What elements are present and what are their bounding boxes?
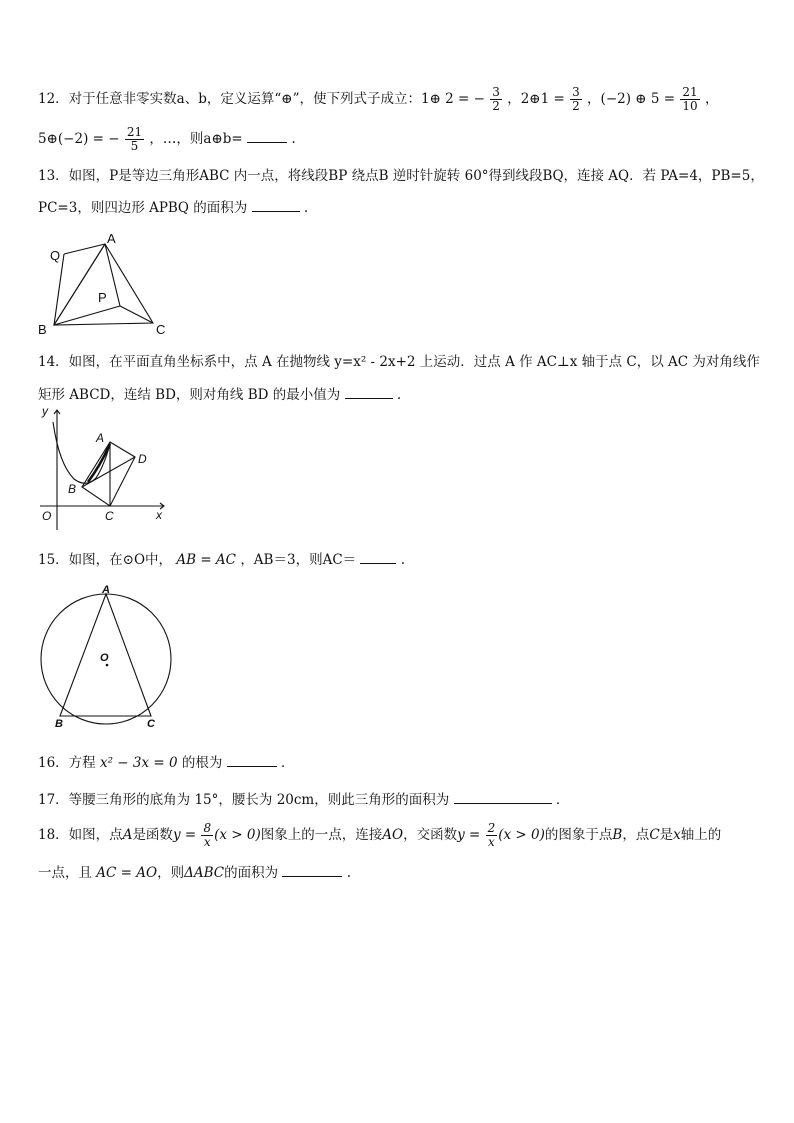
q13-figure bbox=[30, 228, 180, 338]
q14-line2: 矩形 ABCD，连结 BD，则对角线 BD 的最小值为 . bbox=[38, 384, 401, 405]
q16-text: 的根为 bbox=[181, 755, 223, 771]
q12-line1 bbox=[38, 86, 718, 113]
q18-text: 18．如图，点 bbox=[38, 827, 123, 843]
equation: x² − 3x = 0 bbox=[99, 755, 178, 771]
equation: AC = AO bbox=[96, 865, 158, 881]
label-c: C bbox=[105, 509, 114, 523]
fraction: $\frac{21}{10}$ bbox=[682, 85, 698, 113]
rectangle-abcd bbox=[82, 442, 135, 506]
label-o: O bbox=[42, 509, 52, 523]
q18-text: ，点 bbox=[622, 827, 650, 843]
q12-text: 12．对于任意非零实数a、b，定义运算“⊕”，使下列式子成立：1⊕ 2 = − bbox=[38, 91, 485, 107]
q16-line: 16．方程 x² − 3x = 0 的根为 ． bbox=[38, 752, 294, 773]
q18-line2: 一点，且 AC = AO，则ΔABC的面积为 . bbox=[38, 862, 351, 883]
q15-figure bbox=[38, 584, 178, 730]
label-p: P bbox=[98, 290, 107, 305]
q17-text: 17．等腰三角形的底角为 15°，腰长为 20cm，则此三角形的面积为 bbox=[38, 792, 450, 808]
label-a: A bbox=[102, 584, 110, 596]
answer-blank[interactable] bbox=[227, 752, 277, 767]
q13-line1: 13．如图，P是等边三角形ABC 内一点，将线段BP 绕点B 逆时针旋转 60°得到线段BQ，连接 AQ．若 PA=4，PB=5， bbox=[38, 168, 764, 184]
q18-text: ，交函数 bbox=[403, 827, 458, 843]
q12-text: ，…，则a⊕b= bbox=[149, 131, 243, 147]
answer-blank[interactable] bbox=[360, 549, 396, 564]
q18-text: 一点，且 bbox=[38, 865, 92, 881]
q12-text: ，(−2) ⊕ 5 = bbox=[587, 91, 676, 107]
label-y: y bbox=[42, 404, 48, 418]
q18-text: 是 bbox=[659, 827, 674, 843]
answer-blank[interactable] bbox=[345, 384, 393, 399]
q14-text: 矩形 ABCD，连结 BD，则对角线 BD 的最小值为 bbox=[38, 387, 341, 403]
answer-blank[interactable] bbox=[454, 789, 552, 804]
fraction: $\frac{3}{2}$ bbox=[492, 85, 500, 113]
fraction: $\frac{21}{5}$ bbox=[126, 125, 143, 153]
label-c: C bbox=[156, 322, 166, 337]
label-a: A bbox=[96, 431, 105, 445]
center-point bbox=[106, 664, 109, 667]
q15-line: 15．如图，在⊙O中， AB = AC ，AB＝3，则AC＝ . bbox=[38, 548, 405, 570]
arc-equality: AB = AC bbox=[176, 552, 237, 568]
label-q: Q bbox=[50, 248, 61, 263]
answer-blank[interactable] bbox=[252, 197, 300, 212]
label-c: C bbox=[147, 718, 155, 730]
q12-text: 5⊕(−2) = − bbox=[38, 131, 120, 147]
label-d: D bbox=[138, 452, 147, 466]
segment-qa bbox=[64, 244, 105, 254]
label-b: B bbox=[38, 322, 47, 337]
label-a: A bbox=[107, 231, 116, 246]
label-b: B bbox=[68, 482, 77, 496]
label-o: O bbox=[100, 652, 109, 664]
q12-text: ，2⊕1 = bbox=[507, 91, 565, 107]
q16-text: 16．方程 bbox=[38, 755, 96, 771]
fraction: $\frac{2}{x}$ bbox=[487, 821, 496, 849]
q13-line2: PC=3，则四边形 APBQ 的面积为 . bbox=[38, 197, 308, 218]
q18-text: 是函数 bbox=[132, 827, 173, 843]
q15-text: 15．如图，在⊙O中， bbox=[38, 552, 173, 568]
q12-text: ， bbox=[704, 91, 719, 107]
q17-line: 17．等腰三角形的底角为 15°，腰长为 20cm，则此三角形的面积为 ． bbox=[38, 789, 569, 810]
fraction: $\frac{8}{x}$ bbox=[203, 821, 212, 849]
parabola-bold-arc bbox=[88, 444, 110, 482]
label-b: B bbox=[55, 718, 63, 730]
q18-text: ，则 bbox=[157, 865, 185, 881]
label-x: x bbox=[156, 508, 162, 522]
q13-text: PC=3，则四边形 APBQ 的面积为 bbox=[38, 200, 248, 216]
segment-qb bbox=[54, 254, 64, 325]
q15-text: ，AB＝3，则AC＝ bbox=[240, 552, 357, 568]
answer-blank[interactable] bbox=[282, 862, 342, 877]
segment-ap bbox=[105, 244, 120, 306]
q14-line1: 14．如图，在平面直角坐标系中，点 A 在抛物线 y=x² ‑ 2x+2 上运动．过点 A 作 AC⊥x 轴于点 C，以 AC 为对角线作 bbox=[38, 354, 760, 370]
q18-line1: 18．如图，点A是函数y = $\frac{8}{x}$ (x > 0)图象上的一点，连接AO，交函数y = $\frac{2}{x}$ (x > 0)的图象于点B，点C是x轴上的 bbox=[38, 821, 722, 849]
triangle-name: ΔABC bbox=[184, 865, 225, 881]
q18-text: 图象上的一点，连接 bbox=[260, 827, 383, 843]
answer-blank[interactable] bbox=[247, 128, 287, 143]
fraction: $\frac{3}{2}$ bbox=[572, 85, 580, 113]
q14-figure bbox=[36, 404, 171, 532]
q18-text: 的面积为 bbox=[224, 865, 279, 881]
q18-text: 的图象于点 bbox=[544, 827, 613, 843]
q12-line2: 5⊕(−2) = − $\frac{21}{5}$ ，…，则a⊕b= . bbox=[38, 125, 296, 153]
q18-text: 轴上的 bbox=[680, 827, 722, 843]
triangle-abc bbox=[54, 244, 153, 325]
